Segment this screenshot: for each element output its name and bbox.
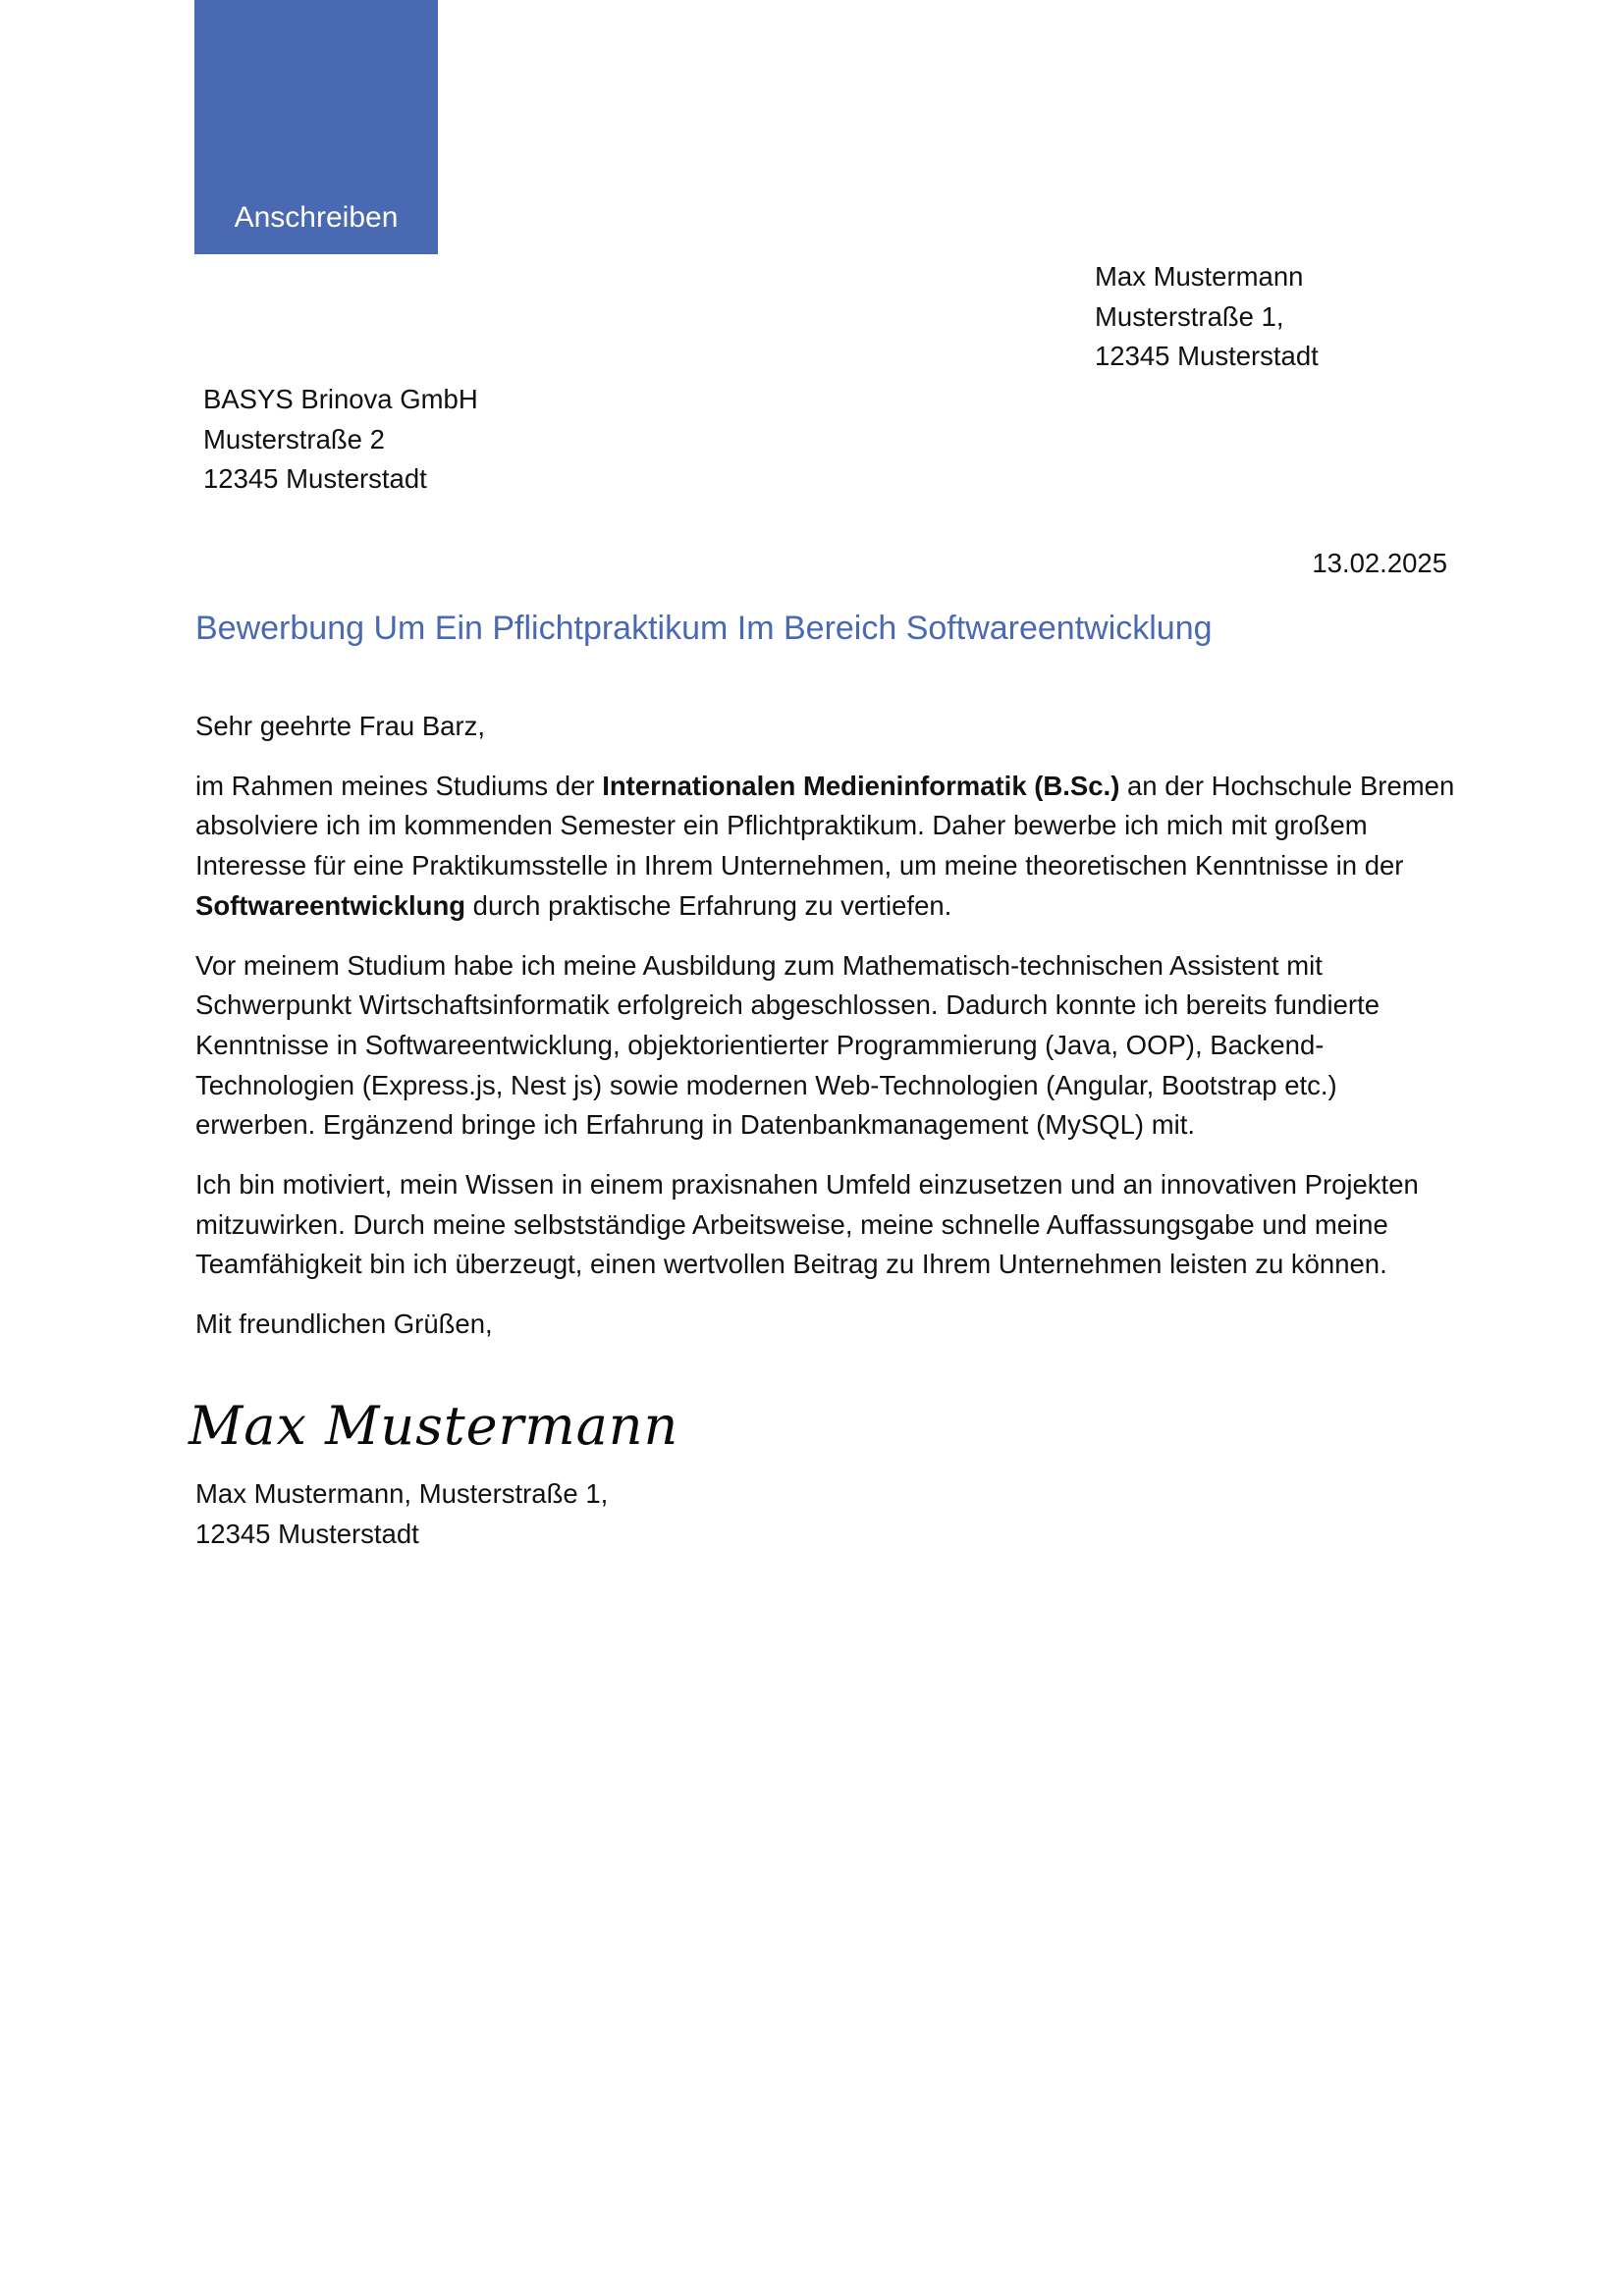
recipient-street: Musterstraße 2 xyxy=(203,423,385,454)
header-tab xyxy=(194,0,438,254)
footer-address xyxy=(195,1474,608,1554)
footer-line-2: 12345 Musterstadt xyxy=(195,1518,419,1549)
header-tab-label: Anschreiben xyxy=(234,201,399,234)
closing: Mit freundlichen Grüßen, xyxy=(195,1308,493,1340)
sender-street: Musterstraße 1, xyxy=(1095,300,1284,332)
degree-program: Internationalen Medieninformatik (B.Sc.) xyxy=(602,770,1120,801)
letter-body xyxy=(195,707,1462,1364)
field-of-interest: Softwareentwicklung xyxy=(195,889,466,921)
paragraph-experience: Vor meinem Studium habe ich meine Ausbildung zum Mathematisch-technischen Assistent mit Schwerpunkt Wirtschaftsinformatik erfolgreich abgeschlossen. Dadurch konnte ich bereits fundierte Kenntnisse in Softwareentwicklung, objektorientierter Programmierung (Java, OOP), Backend-Technologien (Express.js, Nest js) sowie modernen Web-Technologien (Angular, Bootstrap etc.) erwerben. Ergänzend bringe ich Erfahrung in Datenbankmanagement (MySQL) mit. xyxy=(195,949,1380,1141)
salutation: Sehr geehrte Frau Barz, xyxy=(195,711,486,741)
recipient-city: 12345 Musterstadt xyxy=(203,463,427,494)
sender-name: Max Mustermann xyxy=(1095,261,1304,292)
sender-address xyxy=(1095,257,1319,377)
paragraph-studies-text-3: durch praktische Erfahrung zu vertiefen. xyxy=(465,889,952,921)
paragraph-studies-text-1: im Rahmen meines Studiums der xyxy=(195,770,603,801)
letter-date: 13.02.2025 xyxy=(1312,548,1447,578)
paragraph-motivation: Ich bin motiviert, mein Wissen in einem praxisnahen Umfeld einzusetzen und an innovativen Projekten mitzuwirken. Durch meine selbstständige Arbeitsweise, meine schnelle Auffassungsgabe und meine Teamfähigkeit bin ich überzeugt, einen wertvollen Beitrag zu Ihrem Unternehmen leisten zu können. xyxy=(195,1169,1419,1280)
recipient-company: BASYS Brinova GmbH xyxy=(203,384,478,414)
footer-line-1: Max Mustermann, Musterstraße 1, xyxy=(195,1478,609,1509)
letter-subject: Bewerbung Um Ein Pflichtpraktikum Im Bereich Softwareentwicklung xyxy=(195,610,1213,647)
recipient-address xyxy=(203,380,478,500)
handwritten-signature: Max Mustermann xyxy=(189,1395,679,1457)
sender-city: 12345 Musterstadt xyxy=(1095,341,1319,371)
paragraph-studies-text-2: an der Hochschule Bremen absolviere ich im kommenden Semester ein Pflichtpraktikum. Daher bewerbe ich mich mit großem Interesse für eine Praktikumsstelle in Ihrem Unternehmen, um meine theoretischen Kenntnisse in der xyxy=(195,770,1455,881)
paragraph-studies xyxy=(195,767,1462,927)
